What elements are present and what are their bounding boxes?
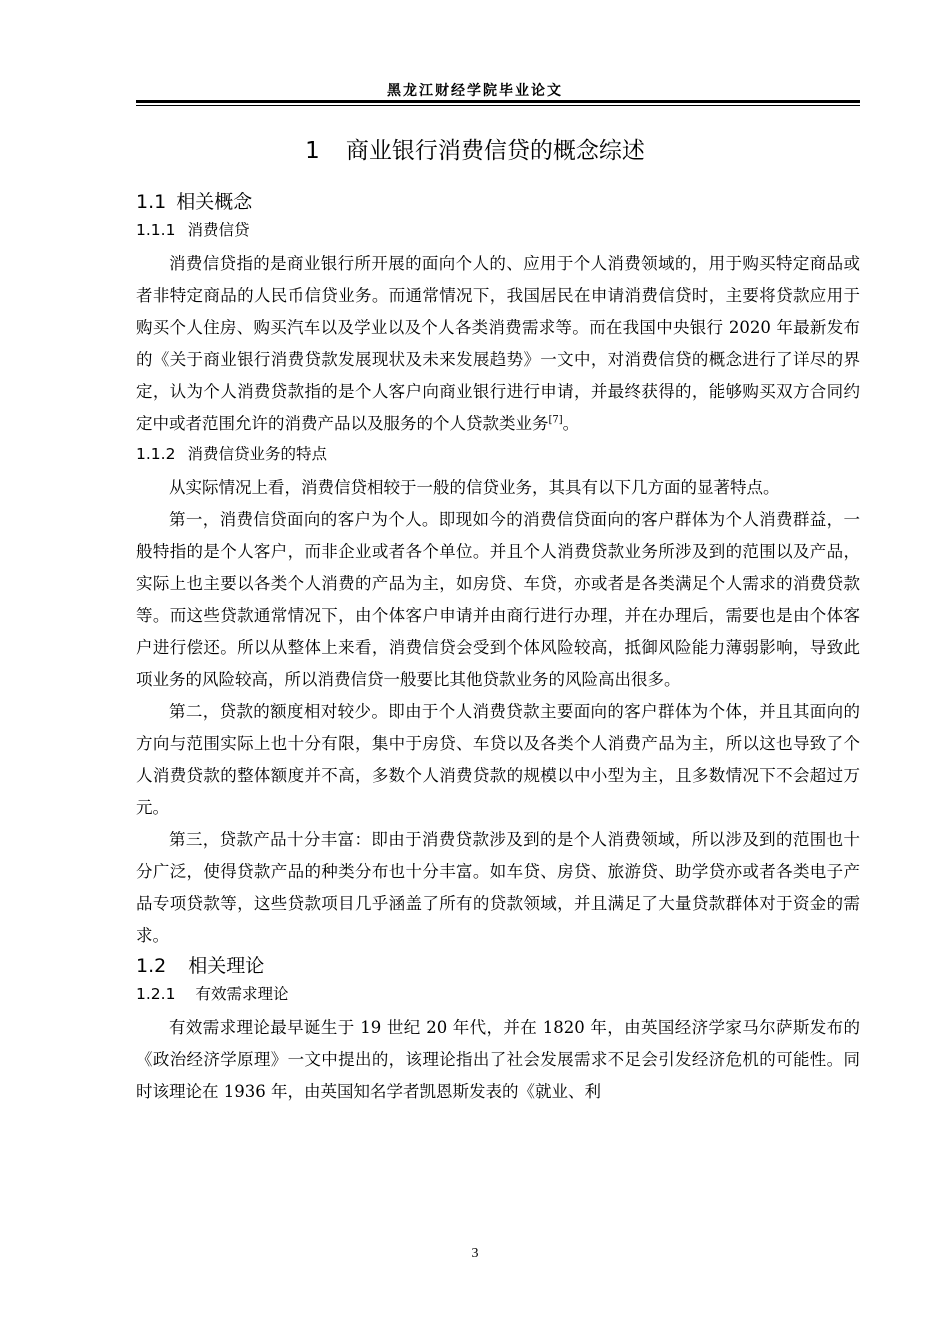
paragraph-text: 消费信贷指的是商业银行所开展的面向个人的、应用于个人消费领域的，用于购买特定商品或者非特定商品的人民币信贷业务。而通常情况下，我国居民在申请消费信贷时，主要将贷款应用于购买个人住房、购买汽车以及学业以及个人各类消费需求等。而在我国中央银行 2020 年最新发布的《关于商业银行消费贷款发展现状及未来发展趋势》一文中，对消费信贷的概念进行了详尽的界定，认为个人消费贷款指的是个人客户向商业银行进行申请，并最终获得的，能够购买双方合同约定中或者范围允许的消费产品以及服务的个人贷款类业务 [136, 254, 860, 433]
paragraph-end: 。 [562, 414, 580, 433]
header-rule-thick [136, 100, 860, 103]
subsection-number: 1.1.2 [136, 445, 176, 463]
subsection-number: 1.2.1 [136, 985, 176, 1003]
chapter-number: 1 [305, 138, 320, 164]
section-title: 相关概念 [176, 191, 253, 213]
subsection-title: 有效需求理论 [195, 985, 289, 1003]
section-heading-1-1 [136, 188, 860, 216]
section-heading-1-2 [136, 952, 860, 980]
section-title: 相关理论 [188, 955, 265, 977]
subsection-title: 消费信贷业务的特点 [187, 445, 327, 463]
body-content [136, 188, 860, 1108]
subsection-heading-1-1-1 [136, 216, 860, 248]
header-rule-thin [136, 105, 860, 106]
subsection-title: 消费信贷 [187, 221, 250, 239]
page-number: 3 [471, 1246, 479, 1261]
subsection-heading-1-2-1 [136, 980, 860, 1012]
paragraph: 第二，贷款的额度相对较少。即由于个人消费贷款主要面向的客户群体为个体，并且其面向的方向与范围实际上也十分有限，集中于房贷、车贷以及各类个人消费产品为主，所以这也导致了个人消费贷款的整体额度并不高，多数个人消费贷款的规模以中小型为主，且多数情况下不会超过万元。 [136, 702, 860, 817]
chapter-title [0, 136, 950, 166]
paragraph [136, 248, 860, 440]
section-number: 1.1 [136, 191, 167, 213]
citation-mark: [7] [548, 414, 563, 426]
paragraph: 第三，贷款产品十分丰富：即由于消费贷款涉及到的是个人消费领域，所以涉及到的范围也十分广泛，使得贷款产品的种类分布也十分丰富。如车贷、房贷、旅游贷、助学贷亦或者各类电子产品专项贷款等，这些贷款项目几乎涵盖了所有的贷款领域，并且满足了大量贷款群体对于资金的需求。 [136, 830, 860, 945]
paragraph: 第一，消费信贷面向的客户为个人。即现如今的消费信贷面向的客户群体为个人消费群益，一般特指的是个人客户，而非企业或者各个单位。并且个人消费贷款业务所涉及到的范围以及产品，实际上也主要以各类个人消费的产品为主，如房贷、车贷，亦或者是各类满足个人需求的消费贷款等。而这些贷款通常情况下，由个体客户申请并由商行进行办理，并在办理后，需要也是由个体客户进行偿还。所以从整体上来看，消费信贷会受到个体风险较高，抵御风险能力薄弱影响，导致此项业务的风险较高，所以消费信贷一般要比其他贷款业务的风险高出很多。 [136, 510, 860, 689]
subsection-heading-1-1-2 [136, 440, 860, 472]
running-header: 黑龙江财经学院毕业论文 [387, 83, 563, 99]
section-number: 1.2 [136, 955, 167, 977]
subsection-number: 1.1.1 [136, 221, 176, 239]
chapter-title-text: 商业银行消费信贷的概念综述 [345, 138, 645, 164]
paragraph: 从实际情况上看，消费信贷相较于一般的信贷业务，其具有以下几方面的显著特点。 [169, 478, 780, 497]
paragraph: 有效需求理论最早诞生于 19 世纪 20 年代，并在 1820 年，由英国经济学家马尔萨斯发布的《政治经济学原理》一文中提出的，该理论指出了社会发展需求不足会引发经济危机的可能性。同时该理论在 1936 年，由英国知名学者凯恩斯发表的《就业、利 [136, 1018, 860, 1101]
